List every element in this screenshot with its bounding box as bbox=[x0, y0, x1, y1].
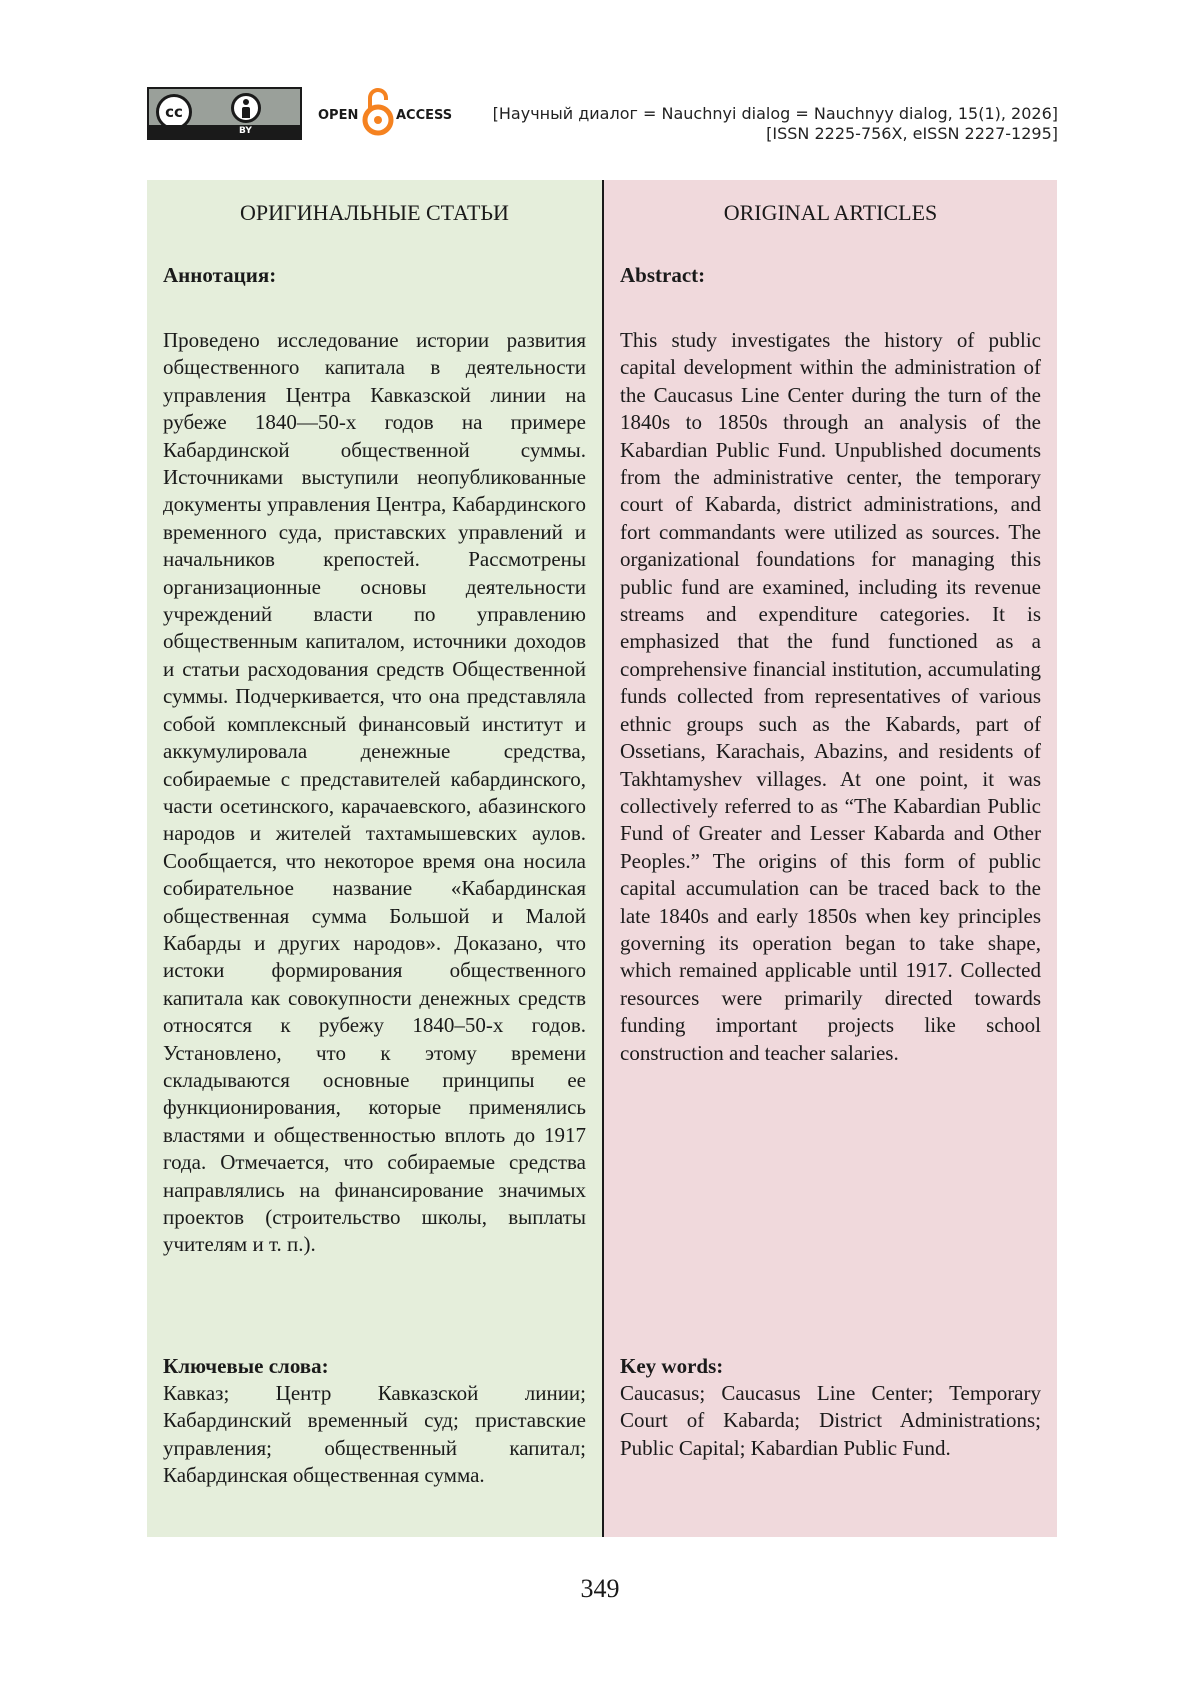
ru-section-title: ОРИГИНАЛЬНЫЕ СТАТЬИ bbox=[240, 200, 509, 225]
cc-by-license-badge bbox=[147, 87, 302, 140]
bilingual-abstract-table bbox=[147, 180, 1057, 1537]
english-column bbox=[604, 180, 1057, 1537]
en-section-title: ORIGINAL ARTICLES bbox=[723, 200, 938, 225]
issn-line: [ISSN 2225-756X, eISSN 2227-1295] bbox=[766, 124, 1058, 143]
en-keywords-label: Key words: bbox=[620, 1354, 724, 1378]
open-access-word-open: OPEN bbox=[318, 108, 359, 123]
page-number: 349 bbox=[580, 1574, 620, 1603]
ru-abstract-text: Проведено исследование истории развития общественного капитала в деятельности управления Центра Кавказской линии на рубеже 1840—50-х годов на примере Кабардинской общественной суммы. Источниками выступили неопубликованные документы управления Центра, Кабардинского временного суда, приставских управлений и начальников крепостей. Рассмотрены организационные основы деятельности учреждений власти по управлению общественным капиталом, источники доходов и статьи расходования средств Общественной суммы. Подчеркивается, что она представляла собой комплексный финансовый институт и аккумулировала денежные средства, собираемые с представителей кабардинского, части осетинского, карачаевского, абазинского народов и жителей тахтамышевских аулов. Сообщается, что некоторое время она носила собирательное название «Кабардинская общественная сумма Большой и Малой Кабарды и других народов». Доказано, что истоки формирования общественного капитала как совокупности денежных средств относятся к рубежу 1840–50-х годов. Установлено, что к этому времени складываются основные принципы ее функционирования, которые применялись властями и общественностью вплоть до 1917 года. Отмечается, что собираемые средства направлялись на финансирование значимых проектов (строительство школы, выплаты учителям и т. п.). bbox=[163, 328, 586, 1257]
en-abstract-text: This study investigates the history of public capital development within the administration of the Caucasus Line Center during the turn of the 1840s to 1850s through an analysis of the Kabardian Public Fund. Unpublished documents from the administrative center, the temporary court of Kabarda, district administrations, and fort commandants were utilized as sources. The organizational foundations for managing this public fund are examined, including its revenue streams and expenditure categories. It is emphasized that the fund functioned as a comprehensive financial institution, accumulating funds collected from representatives of various ethnic groups such as the Kabards, part of Ossetians, Karachais, Abazins, and residents of Takhtamyshev villages. At one point, it was collectively referred to as “The Kabardian Public Fund of Greater and Lesser Kabarda and Other Peoples.” The origins of this form of public capital accumulation can be traced back to the late 1840s and early 1850s when key principles governing its operation began to take shape, which remained applicable until 1917. Collected resources were primarily directed towards funding important projects like school construction and teacher salaries. bbox=[620, 328, 1041, 1065]
ru-keywords-label: Ключевые слова: bbox=[163, 1354, 329, 1378]
open-access-lock-icon bbox=[362, 86, 394, 138]
open-access-logo bbox=[318, 86, 458, 138]
open-access-word-access: ACCESS bbox=[396, 108, 453, 123]
by-label: BY bbox=[239, 126, 252, 136]
en-keywords-text: Caucasus; Caucasus Line Center; Temporary Court of Kabarda; District Administrations; Public Capital; Kabardian Public Fund. bbox=[620, 1381, 1041, 1460]
ru-keywords-text: Кавказ; Центр Кавказской линии; Кабардинский временный суд; приставские управления; общественный капитал; Кабардинская общественная сумма. bbox=[163, 1381, 586, 1488]
ru-abstract-label: Аннотация: bbox=[163, 263, 277, 287]
russian-column bbox=[147, 180, 602, 1537]
journal-title-line: [Научный диалог = Nauchnyi dialog = Nauchnyy dialog, 15(1), 2026] bbox=[492, 104, 1058, 123]
journal-citation bbox=[493, 104, 1058, 144]
creative-commons-icon: cc bbox=[156, 94, 192, 130]
en-abstract-label: Abstract: bbox=[620, 263, 706, 287]
attribution-person-icon bbox=[231, 93, 261, 123]
